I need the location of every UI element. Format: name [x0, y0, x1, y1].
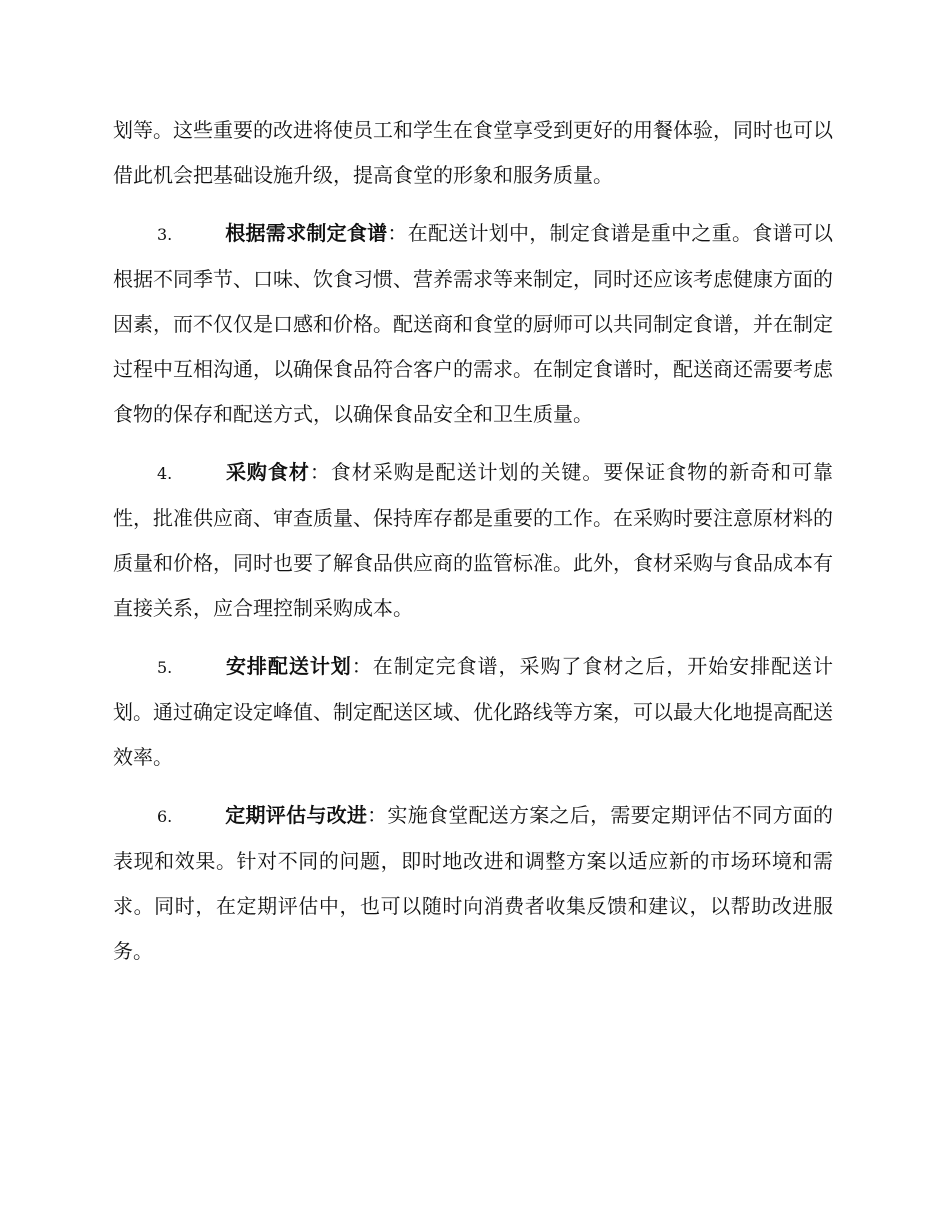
document-body [113, 108, 833, 974]
intro-paragraph: 划等。这些重要的改进将使员工和学生在食堂享受到更好的用餐体验，同时也可以借此机会把基础设施升级，提高食堂的形象和服务质量。 [113, 118, 833, 187]
list-item-4 [113, 450, 833, 631]
item-number: 6. [157, 807, 173, 826]
item-colon: ： [309, 460, 331, 484]
item-body: 实施食堂配送方案之后，需要定期评估不同方面的表现和效果。针对不同的问题，即时地改进和调整方案以适应新的市场环境和需求。同时，在定期评估中，也可以随时向消费者收集反馈和建议，以帮助改进服务。 [113, 803, 834, 963]
list-item-6 [113, 793, 833, 974]
item-colon: ： [351, 654, 373, 678]
item-heading: 安排配送计划 [225, 654, 352, 678]
item-body: 食材采购是配送计划的关键。要保证食物的新奇和可靠性，批准供应商、审查质量、保持库存都是重要的工作。在采购时要注意原材料的质量和价格，同时也要了解食品供应商的监管标准。此外，食材采购与食品成本有直接关系，应合理控制采购成本。 [113, 460, 834, 620]
item-number: 5. [157, 658, 173, 677]
list-item-5 [113, 644, 833, 780]
item-number: 4. [157, 464, 173, 483]
item-body: 在配送计划中，制定食谱是重中之重。食谱可以根据不同季节、口味、饮食习惯、营养需求等来制定，同时还应该考虑健康方面的因素，而不仅仅是口感和价格。配送商和食堂的厨师可以共同制定食谱，并在制定过程中互相沟通，以确保食品符合客户的需求。在制定食谱时，配送商还需要考虑食物的保存和配送方式，以确保食品安全和卫生质量。 [113, 221, 834, 426]
item-number: 3. [157, 225, 173, 244]
item-body: 在制定完食谱，采购了食材之后，开始安排配送计划。通过确定设定峰值、制定配送区域、优化路线等方案，可以最大化地提高配送效率。 [113, 654, 834, 769]
item-colon: ： [367, 803, 388, 827]
item-colon: ： [387, 221, 408, 245]
item-heading: 根据需求制定食谱 [225, 221, 388, 245]
item-heading: 采购食材 [225, 460, 310, 484]
list-item-3 [113, 211, 833, 437]
item-heading: 定期评估与改进 [225, 803, 368, 827]
